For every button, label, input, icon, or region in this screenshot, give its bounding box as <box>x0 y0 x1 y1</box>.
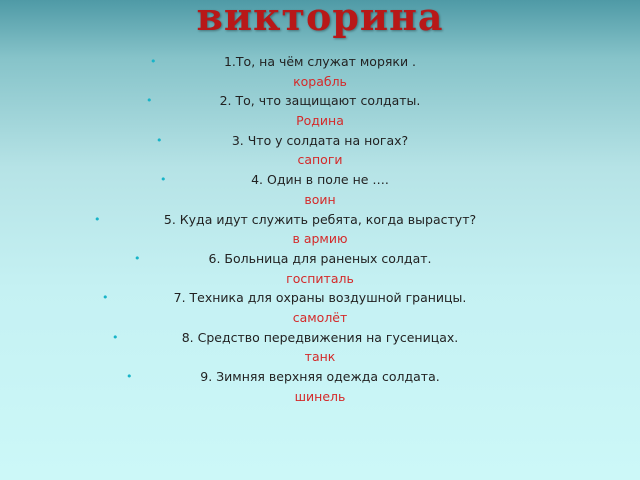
bullet-icon: • <box>156 133 163 147</box>
bullet-icon: • <box>94 212 101 226</box>
answer-6: госпиталь <box>286 270 354 286</box>
question-2: • 2. То, что защищают солдаты. <box>0 91 640 111</box>
question-8: • 8. Средство передвижения на гусеницах. <box>0 328 640 348</box>
answer-3: сапоги <box>297 152 343 168</box>
answer-8: танк <box>304 349 336 365</box>
answer-5: в армию <box>292 231 348 247</box>
question-1: • 1.То, на чём служат моряки . <box>0 52 640 72</box>
question-4: • 4. Один в поле не …. <box>0 170 640 190</box>
answer-7: самолёт <box>292 309 348 325</box>
bullet-icon: • <box>160 173 167 187</box>
question-6: • 6. Больница для раненых солдат. <box>0 249 640 269</box>
answer-9: шинель <box>294 388 346 404</box>
bullet-icon: • <box>126 370 133 383</box>
answer-4: воин <box>304 191 336 207</box>
bullet-icon: • <box>150 55 157 68</box>
answer-1: корабль <box>293 73 347 89</box>
bullet-icon: • <box>134 251 141 265</box>
bullet-icon: • <box>146 94 153 108</box>
bullet-icon: • <box>102 291 109 305</box>
quiz-list <box>0 52 640 406</box>
slide-title: викторина <box>196 0 444 39</box>
bullet-icon: • <box>112 330 119 344</box>
question-7: • 7. Техника для охраны воздушной границы. <box>0 288 640 308</box>
answer-2: Родина <box>296 113 344 129</box>
question-3: • 3. Что у солдата на ногах? <box>0 131 640 151</box>
question-9: • 9. Зимняя верхняя одежда солдата. <box>0 367 640 387</box>
question-5: • 5. Куда идут служить ребята, когда вырастут? <box>0 210 640 230</box>
